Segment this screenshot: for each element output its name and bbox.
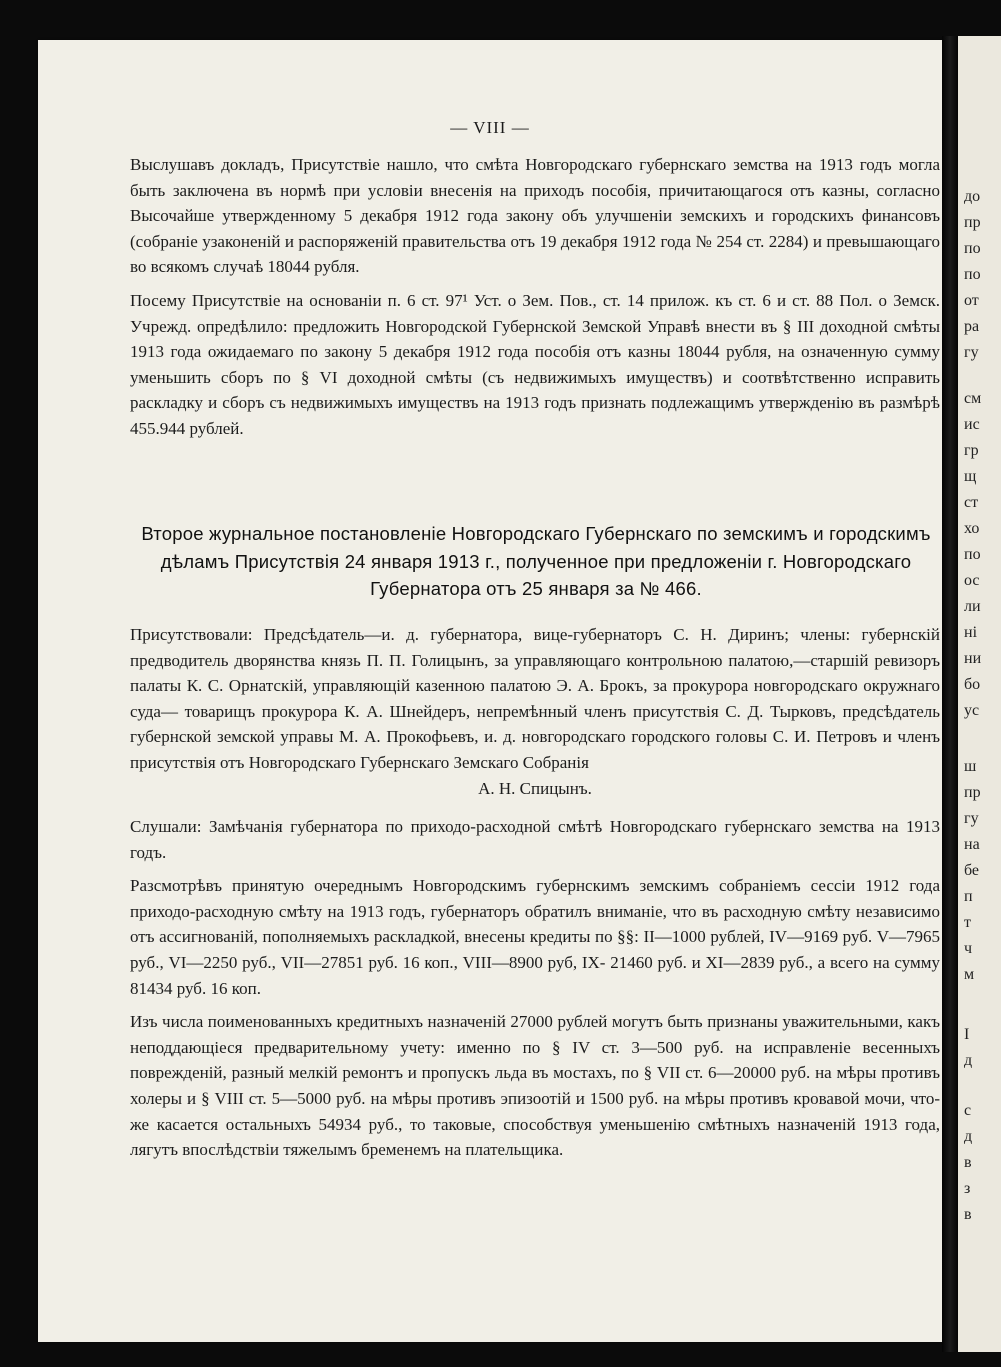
next-page-fragment: ч [964,940,973,957]
adjacent-page-edge [958,36,1001,1352]
bottom-text-block [130,814,940,1163]
next-page-fragment: пр [964,784,981,801]
top-text-block [130,152,940,442]
next-page-fragment: п [964,888,973,905]
next-page-fragment: пр [964,214,981,231]
paragraph-attendance: Присутствовали: Предсѣдатель—и. д. губернатора, вице-губернаторъ С. Н. Диринъ; члены: губернскій предводитель дворянства князь П. П. Голицынъ, за управляющаго контрольною палатою,—старшій ревизоръ палаты К. С. Орнатскій, управляющій казенною палатою Э. А. Брокъ, за прокурора новгородскаго окружнаго суда— товарищъ прокурора К. А. Шнейдеръ, непремѣнный членъ присутствія С. Д. Тырковъ, предсѣдатель губернской земской управы М. А. Прокофьевъ, и. д. новгородскаго городского головы С. И. Петровъ и членъ присутствія отъ Новгородскаго Губернскаго Земскаго Собранія [130,625,940,772]
next-page-fragment: д [964,1128,973,1145]
attendance-last-line: А. Н. Спицынъ. [478,778,592,798]
next-page-fragment: ра [964,318,980,335]
next-page-fragment: гр [964,442,979,459]
next-page-fragment: с [964,1102,972,1119]
next-page-fragment: т [964,914,971,931]
next-page-fragment: ус [964,702,980,719]
next-page-fragment: І [964,1026,970,1043]
next-page-fragment: до [964,188,981,205]
next-page-fragment: д [964,1052,973,1069]
next-page-fragment: ни [964,650,982,667]
paragraph-report: Выслушавъ докладъ, Присутствіе нашло, что смѣта Новгородскаго губернскаго земства на 1913 годъ могла быть заключена въ нормѣ при условіи внесенія на приходъ пособія, причитающагося отъ казны, согласно Высочайше утвержденному 5 декабря 1912 года закону объ улучшеніи земскихъ и городскихъ финансовъ (собраніе узаконеній и распоряженій правительства отъ 19 декабря 1912 года № 254 ст. 2284) и превышающаго во всякомъ случаѣ 18044 рубля. [130,155,940,277]
page-number: — VIII — [450,118,530,137]
paragraph-decision: Посему Присутствіе на основаніи п. 6 ст. 97¹ Уст. о Зем. Пов., ст. 14 прилож. къ ст. 6 и ст. 88 Пол. о Земск. Учрежд. опредѣлило: предложить Новгородской Губернской Земской Управѣ внести въ § III доходной смѣты 1913 года ожидаемаго по закону 5 декабря 1912 года пособія отъ казны 18044 рубля, на означенную сумму уменьшить сборъ по § VI доходной смѣты (съ недвижимыхъ имуществъ) и соотвѣтственно исправить раскладку и сборъ съ недвижимыхъ имуществъ на 1913 годъ признать подлежащимъ утвержденію въ размѣрѣ 455.944 рублей. [130,290,940,438]
next-page-fragment: з [964,1180,971,1197]
next-page-fragment: от [964,292,979,309]
next-page-fragment: ні [964,624,978,641]
next-page-fragment: ст [964,494,979,511]
next-page-fragment: м [964,966,975,983]
book-gutter [942,36,958,1352]
next-page-fragment: в [964,1206,972,1223]
next-page-fragment: на [964,836,980,853]
next-page-fragment: по [964,266,981,283]
next-page-fragment: в [964,1154,972,1171]
next-page-fragment: по [964,546,981,563]
paragraph-review: Разсмотрѣвъ принятую очереднымъ Новгородскимъ губернскимъ земскимъ собраніемъ сессіи 1912 года приходо-расходную смѣту на 1913 годъ, губернаторъ обратилъ вниманіе, что въ расходную смѣту независимо отъ ассигнованій, пополняемыхъ раскладкой, внесены кредиты по §§: II—1000 рублей, IV—9169 руб. V—7965 руб., VI—2250 руб., VII—27851 руб. 16 коп., VIII—8900 руб, IX- 21460 руб. и XI—2839 руб., а всего на сумму 81434 руб. 16 коп. [130,876,940,998]
next-page-fragment: ли [964,598,981,615]
book-page [38,40,942,1342]
next-page-fragment: гу [964,344,979,361]
next-page-fragment: бе [964,862,980,879]
next-page-fragment: щ [964,468,977,485]
next-page-fragment: ш [964,758,977,775]
next-page-fragment: бо [964,676,981,693]
next-page-fragment: ос [964,572,980,589]
attendance-block [130,622,940,801]
journal-heading: Второе журнальное постановленіе Новгородскаго Губернскаго по земскимъ и городскимъ дѣламъ Присутствія 24 января 1913 г., полученное при предложеніи г. Новгородскаго Губернатора отъ 25 января за № 466. [141,523,931,599]
next-page-fragment: по [964,240,981,257]
paragraph-credits: Изъ числа поименованныхъ кредитныхъ назначеній 27000 рублей могутъ быть признаны уважительными, какъ неподдающіеся предварительному учету: именно по § IV ст. 3—500 руб. на исправленіе весенныхъ поврежденій, разный мелкій ремонтъ и пропускъ льда въ мостахъ, по § VII ст. 6—20000 руб. на мѣры противъ холеры и § VIII ст. 5—5000 руб. на мѣры противъ эпизоотій и 1500 руб. на мѣры противъ кровавой мочи, что-же касается остальныхъ 54934 руб., то таковые, способствуя уменьшенію смѣтныхъ назначеній 1913 года, лягутъ впослѣдствіи тяжелымъ бременемъ на плательщика. [130,1012,940,1160]
next-page-fragment: гу [964,810,979,827]
paragraph-heard: Слушали: Замѣчанія губернатора по приходо-расходной смѣтѣ Новгородскаго губернскаго земства на 1913 годъ. [130,817,940,862]
next-page-fragment: см [964,390,982,407]
next-page-fragment: хо [964,520,980,537]
next-page-fragment: ис [964,416,980,433]
